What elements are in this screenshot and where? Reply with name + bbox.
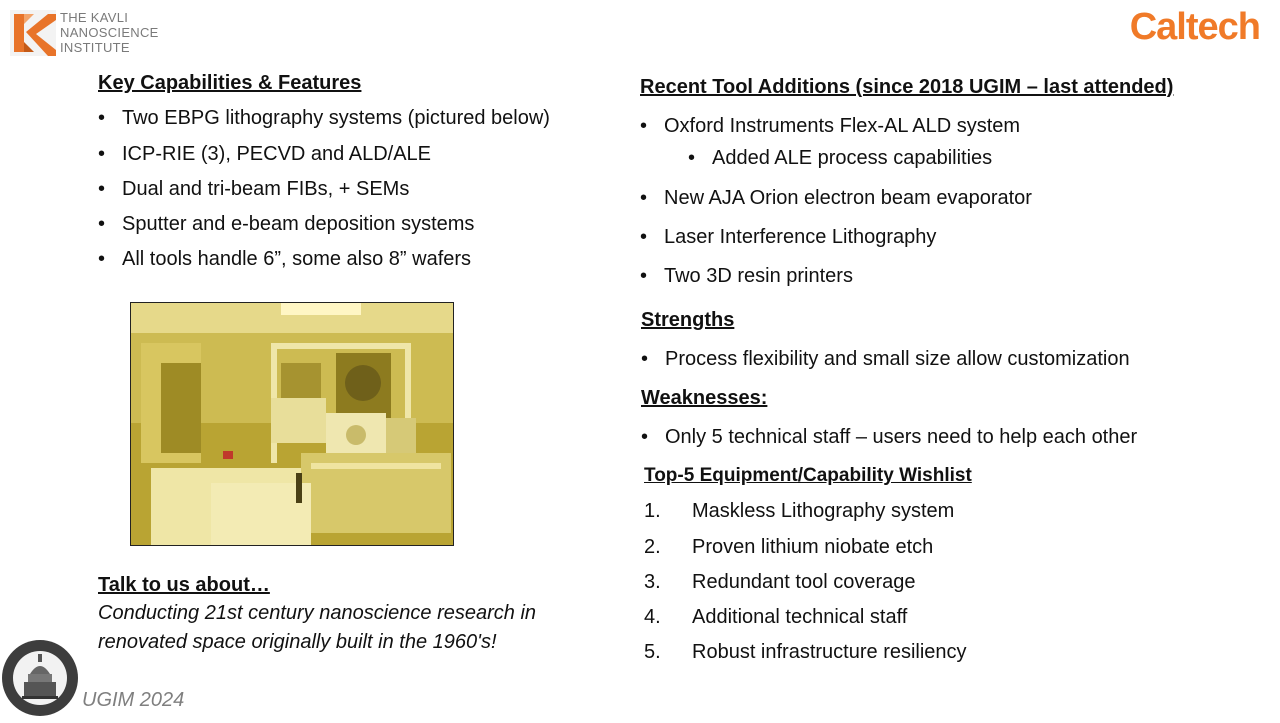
list-item-text: Oxford Instruments Flex-AL ALD system: [664, 115, 1021, 137]
wishlist-text: Maskless Lithography system: [692, 500, 955, 522]
wishlist-text: Additional technical staff: [692, 606, 908, 628]
wishlist-text: Robust infrastructure resiliency: [692, 641, 967, 663]
bullet-icon: •: [641, 426, 649, 448]
list-item-text: New AJA Orion electron beam evaporator: [664, 187, 1032, 209]
footer-ugim: UGIM 2024: [82, 689, 185, 711]
bullet-icon: •: [98, 107, 106, 129]
micro-nano-seal: [0, 638, 80, 718]
recent-additions-heading: Recent Tool Additions (since 2018 UGIM – last attended): [640, 76, 1174, 98]
list-item-text: Two 3D resin printers: [664, 265, 853, 287]
key-capabilities-heading: Key Capabilities & Features: [98, 72, 362, 94]
talk-line: Conducting 21st century nanoscience research in: [98, 602, 537, 624]
talk-body: [98, 599, 536, 657]
list-item-text: Sputter and e-beam deposition systems: [122, 213, 475, 235]
bullet-icon: •: [640, 265, 648, 287]
talk-heading: Talk to us about…: [98, 574, 270, 596]
list-item-text: Laser Interference Lithography: [664, 226, 937, 248]
capitol-seal-icon: [0, 638, 80, 718]
kavli-line: INSTITUTE: [60, 40, 130, 55]
bullet-icon: •: [98, 143, 106, 165]
bullet-icon: •: [640, 187, 648, 209]
caltech-logo: Caltech: [1129, 6, 1260, 48]
wishlist-number: 3.: [644, 571, 661, 593]
wishlist-text: Redundant tool coverage: [692, 571, 916, 593]
list-item-text: Added ALE process capabilities: [712, 147, 993, 169]
strengths-heading: Strengths: [641, 309, 735, 331]
list-item-text: Dual and tri-beam FIBs, + SEMs: [122, 178, 410, 200]
wishlist-number: 5.: [644, 641, 661, 663]
kavli-line: NANOSCIENCE: [60, 25, 159, 40]
bullet-icon: •: [640, 115, 648, 137]
cleanroom-lithography-photo-icon: [131, 303, 453, 545]
bullet-icon: •: [641, 348, 649, 370]
cleanroom-photo: [130, 302, 454, 546]
bullet-icon: •: [98, 213, 106, 235]
kavli-line: THE KAVLI: [60, 10, 129, 25]
list-item-text: Process flexibility and small size allow customization: [665, 348, 1130, 370]
wishlist-text: Proven lithium niobate etch: [692, 536, 934, 558]
bullet-icon: •: [640, 226, 648, 248]
talk-line: renovated space originally built in the 1960's!: [98, 631, 497, 653]
kavli-wordmark: [60, 10, 159, 55]
wishlist-number: 1.: [644, 500, 661, 522]
kavli-logo: [8, 6, 178, 60]
bullet-icon: •: [98, 178, 106, 200]
list-item-text: ICP-RIE (3), PECVD and ALD/ALE: [122, 143, 432, 165]
list-item-text: Only 5 technical staff – users need to help each other: [665, 426, 1138, 448]
wishlist-heading: Top-5 Equipment/Capability Wishlist: [644, 465, 972, 486]
kavli-k-icon: [10, 10, 56, 56]
list-item-text: Two EBPG lithography systems (pictured below): [122, 107, 550, 129]
list-item-text: All tools handle 6”, some also 8” wafers: [122, 248, 472, 270]
bullet-icon: •: [98, 248, 106, 270]
wishlist-number: 2.: [644, 536, 661, 558]
weaknesses-heading: Weaknesses:: [641, 387, 768, 409]
wishlist-number: 4.: [644, 606, 661, 628]
bullet-icon: •: [688, 147, 696, 169]
